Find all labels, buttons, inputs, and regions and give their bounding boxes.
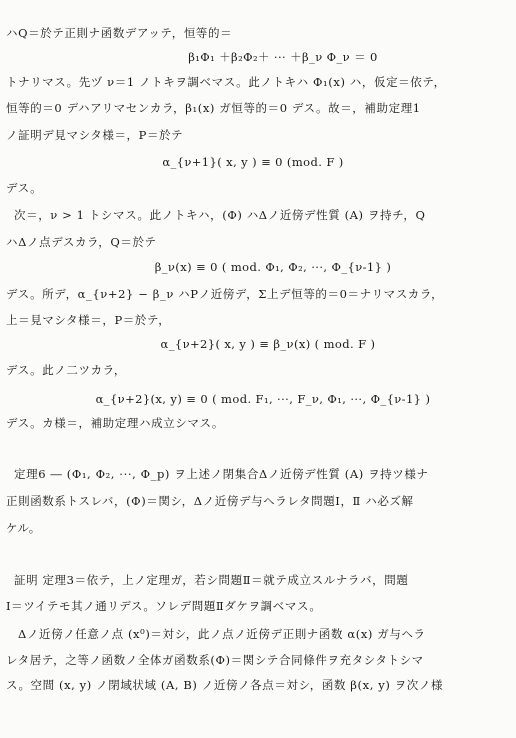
text-line: レタ居テ，之等ノ函数ノ全体ガ函数系(Φ)＝関シテ合同條件ヲ充タシタトシマ — [6, 653, 424, 667]
text-line: 上＝見マシタ様＝，P＝於テ， — [6, 313, 171, 327]
text-line: ハQ＝於テ正則ナ函数デアッテ，恒等的＝ — [6, 26, 233, 40]
equation: β₁Φ₁ ＋β₂Φ₂＋ ··· ＋β_ν Φ_ν ＝ 0 — [188, 50, 378, 64]
equation: α_{ν+2}(x, y) ≡ 0 ( mod. F₁, ···, F_ν, Φ₁, ···, Φ_{ν-1} ) — [95, 392, 431, 406]
equation: α_{ν+2}( x, y ) ≡ β_ν(x) ( mod. F ) — [160, 337, 376, 351]
text-line: Δノ近傍ノ任意ノ点 (x⁰)＝対シ，此ノ点ノ近傍デ正則ナ函数 α(x) ガ与ヘラ — [18, 627, 426, 641]
theorem-line: 正則函数系トスレバ，(Φ)＝関シ，Δノ近傍デ与ヘラレタ問題Ⅰ，Ⅱ ハ必ズ解 — [6, 494, 414, 508]
equation: α_{ν+1}( x, y ) ≡ 0 (mod. F ) — [162, 155, 344, 169]
equation: β_ν(x) ≡ 0 ( mod. Φ₁, Φ₂, ···, Φ_{ν-1} ) — [154, 260, 392, 274]
text-line: 次＝，ν > 1 トシマス。此ノトキハ，(Φ) ハΔノ近傍デ性質 (A) ヲ持チ，Q — [14, 208, 426, 222]
theorem-line: 定理6 ― (Φ₁, Φ₂, ···, Φ_p) ヲ上述ノ閉集合Δノ近傍デ性質 (A) ヲ持ツ様ナ — [14, 467, 429, 481]
text-line: トナリマス。先ヅ ν＝1 ノトキヲ調ベマス。此ノトキハ Φ₁(x) ハ，仮定＝依テ， — [6, 75, 446, 89]
text-line: Ⅰ＝ツイテモ其ノ通リデス。ソレデ問題Ⅱダケヲ調ベマス。 — [6, 599, 322, 613]
text-line: デス。 — [6, 181, 43, 195]
text-line: ハΔノ点デスカラ，Q＝於テ — [6, 235, 157, 249]
theorem-line: ケル。 — [6, 521, 41, 535]
text-line: 証明 定理3＝依テ，上ノ定理ガ，若シ問題Ⅱ＝就テ成立スルナラバ，問題 — [14, 573, 409, 587]
text-line: 恒等的＝0 デハアリマセンカラ，β₁(x) ガ恒等的＝0 デス。故＝，補助定理1 — [6, 101, 421, 115]
text-line: ノ証明デ見マシタ様＝，P＝於テ — [6, 128, 184, 142]
text-line: デス。所デ，α_{ν+2} − β_ν ハPノ近傍デ，Σ上デ恒等的＝0＝ナリマスカラ， — [6, 287, 444, 301]
text-line: デス。カ様＝，補助定理ハ成立シマス。 — [6, 416, 225, 430]
text-line: デス。此ノ二ツカラ， — [6, 363, 126, 377]
text-line: ス。空間 (x, y) ノ閉域状域 (A, B) ノ近傍ノ各点＝対シ，函数 β(x, y) ヲ次ノ様 — [6, 678, 444, 692]
